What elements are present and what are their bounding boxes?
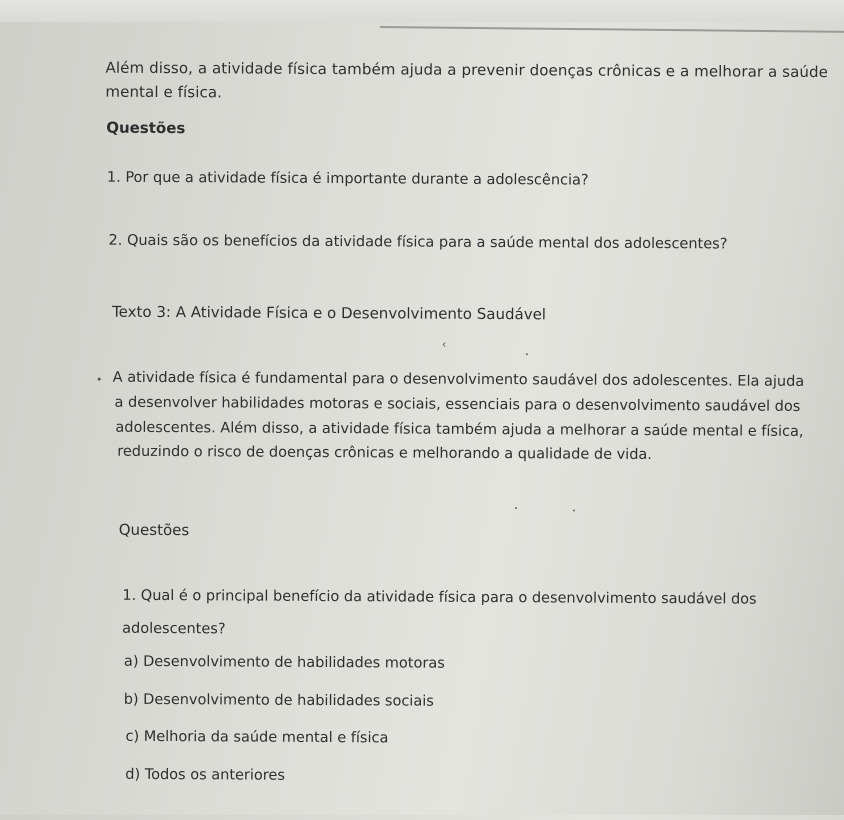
option-a: a) Desenvolvimento de habilidades motoras [123, 653, 445, 672]
option-c: c) Melhoria da saúde mental e física [125, 728, 389, 747]
option-d: d) Todos os anteriores [125, 766, 285, 784]
text3-title: Texto 3: A Atividade Física e o Desenvolvimento Saudável [112, 302, 547, 324]
paper-speck [573, 510, 575, 512]
paragraph-bullet [98, 378, 101, 381]
intro-line-1: Além disso, a atividade física também ajuda a prevenir doenças crônicas e a melhorar a saúde [105, 58, 829, 82]
section1-heading: Questões [106, 118, 186, 138]
paper-speck [515, 507, 517, 509]
section2-question-line-2: adolescentes? [122, 620, 226, 638]
intro-line-2: mental e física. [105, 82, 223, 102]
section2-question-line-1: 1. Qual é o principal benefício da atividade física para o desenvolvimento saudável dos [122, 587, 757, 608]
option-b: b) Desenvolvimento de habilidades sociais [123, 691, 434, 710]
section1-question-1: 1. Por que a atividade física é importante durante a adolescência? [106, 169, 589, 189]
paper-speck [526, 353, 528, 355]
stray-mark [442, 339, 452, 349]
text3-paragraph-line-2: a desenvolver habilidades motoras e sociais, essenciais para o desenvolvimento saudável dos [114, 394, 801, 415]
section1-question-2: 2. Quais são os benefícios da atividade física para a saúde mental dos adolescentes? [108, 232, 728, 253]
text3-paragraph-line-1: A atividade física é fundamental para o desenvolvimento saudável dos adolescentes. Ela ajuda [112, 369, 805, 390]
section2-heading: Questões [118, 520, 190, 540]
text3-paragraph-line-3: adolescentes. Além disso, a atividade física também ajuda a melhorar a saúde mental e física, [115, 419, 804, 440]
text3-paragraph-line-4: reduzindo o risco de doenças crônicas e melhorando a qualidade de vida. [117, 443, 652, 463]
